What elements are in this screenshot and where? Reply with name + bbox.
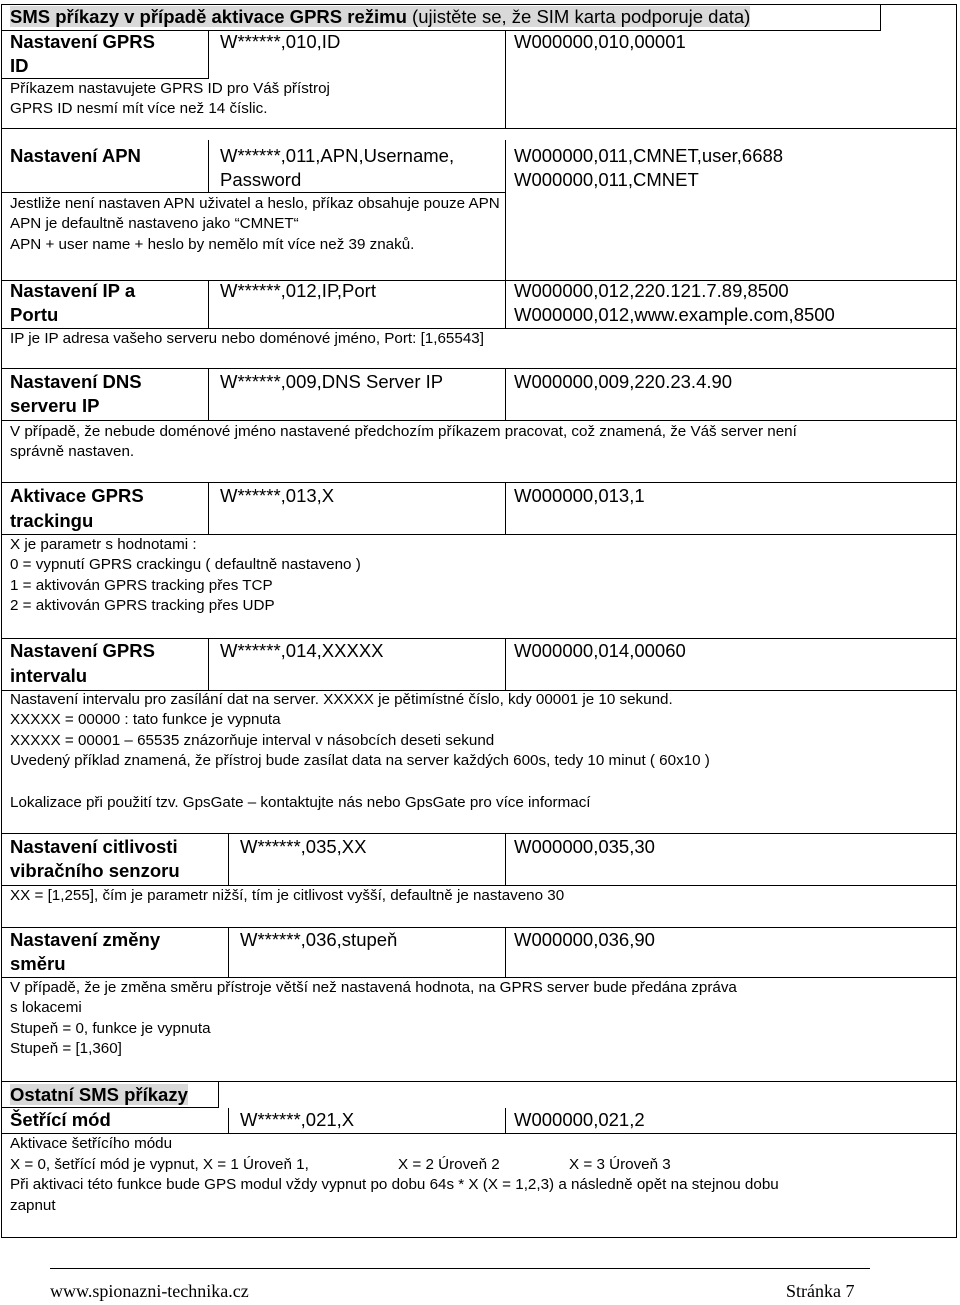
divider <box>1 1081 957 1082</box>
divider <box>208 30 209 78</box>
gprs-id-command: W******,010,ID <box>220 31 341 52</box>
divider <box>505 140 506 280</box>
direction-desc-3: Stupeň = 0, funkce je vypnuta <box>10 1020 211 1037</box>
divider <box>1 420 957 421</box>
divider <box>208 280 209 328</box>
vibration-example: W000000,035,30 <box>514 836 655 857</box>
apn-name: Nastavení APN <box>10 145 141 166</box>
tracking-desc-1: X je parametr s hodnotami : <box>10 536 197 553</box>
tracking-desc-3: 1 = aktivován GPRS tracking přes TCP <box>10 577 273 594</box>
apn-command: W******,011,APN,Username, <box>220 145 455 166</box>
divider <box>505 368 506 420</box>
gpsgate-note: Lokalizace při použití tzv. GpsGate – kontaktujte nás nebo GpsGate pro více informací <box>10 794 591 811</box>
power-save-example: W000000,021,2 <box>514 1109 645 1130</box>
apn-example-2: W000000,011,CMNET <box>514 169 699 190</box>
divider <box>208 638 209 690</box>
power-save-name: Šetřící mód <box>10 1109 111 1130</box>
power-save-desc-1: Aktivace šetřícího módu <box>10 1135 173 1152</box>
tracking-name-2: trackingu <box>10 510 94 531</box>
vibration-command: W******,035,XX <box>240 836 367 857</box>
interval-name-2: intervalu <box>10 665 88 686</box>
dns-name-2: serveru IP <box>10 395 100 416</box>
divider <box>228 927 229 977</box>
tracking-command: W******,013,X <box>220 485 335 506</box>
gprs-id-example: W000000,010,00001 <box>514 31 686 52</box>
other-section-title: Ostatní SMS příkazy <box>10 1084 188 1105</box>
tracking-name: Aktivace GPRS <box>10 485 144 506</box>
divider <box>505 1108 506 1133</box>
interval-example: W000000,014,00060 <box>514 640 686 661</box>
power-save-level-0: X = 0, šetřící mód je vypnut, X = 1 Úroveň 1, <box>10 1156 309 1173</box>
direction-desc-2: s lokacemi <box>10 999 82 1016</box>
heading-title: SMS příkazy v případě aktivace GPRS režimu <box>10 6 407 27</box>
direction-desc-1: V případě, že je změna směru přístroje větší než nastavená hodnota, na GPRS server bude předána zpráva <box>10 979 737 996</box>
tracking-desc-2: 0 = vypnutí GPRS crackingu ( defaultně nastaveno ) <box>10 556 361 573</box>
footer-page-number: Stránka 7 <box>786 1281 855 1301</box>
gprs-id-desc-2: GPRS ID nesmí mít více než 14 číslic. <box>10 100 268 117</box>
heading-divider <box>880 4 881 31</box>
divider <box>1 482 957 483</box>
vibration-name: Nastavení citlivosti <box>10 836 178 857</box>
vibration-name-2: vibračního senzoru <box>10 860 180 881</box>
apn-desc-2: APN je defaultně nastaveno jako “CMNET“ <box>10 215 299 232</box>
direction-name-2: směru <box>10 953 66 974</box>
divider <box>505 638 506 690</box>
ip-example-2: W000000,012,www.example.com,8500 <box>514 304 835 325</box>
power-save-desc-4: zapnut <box>10 1197 56 1214</box>
ip-name-2: Portu <box>10 304 59 325</box>
divider <box>1 280 957 281</box>
tracking-desc-4: 2 = aktivován GPRS tracking přes UDP <box>10 597 275 614</box>
vibration-desc: XX = [1,255], čím je parametr nižší, tím je citlivost vyšší, defaultně je nastaveno 30 <box>10 887 565 904</box>
interval-desc-4: Uvedený příklad znamená, že přístroj bude zasílat data na server každých 600s, tedy 10 minut ( 60x10 ) <box>10 752 710 769</box>
divider <box>1 128 957 129</box>
divider <box>505 280 506 328</box>
dns-name: Nastavení DNS <box>10 371 142 392</box>
dns-command: W******,009,DNS Server IP <box>220 371 444 392</box>
ip-desc: IP je IP adresa vašeho serveru nebo doménové jméno, Port: [1,65543] <box>10 330 484 347</box>
footer-website: www.spionazni-technika.cz <box>50 1281 249 1301</box>
page-heading <box>10 5 750 29</box>
divider <box>505 833 506 885</box>
divider <box>505 30 506 128</box>
interval-desc-3: XXXXX = 00001 – 65535 znázorňuje interval v násobcích deseti sekund <box>10 732 495 749</box>
divider <box>228 833 229 885</box>
interval-command: W******,014,XXXXX <box>220 640 384 661</box>
interval-desc-2: XXXXX = 00000 : tato funkce je vypnuta <box>10 711 281 728</box>
direction-example: W000000,036,90 <box>514 929 655 950</box>
divider <box>505 927 506 977</box>
tracking-example: W000000,013,1 <box>514 485 645 506</box>
divider <box>208 140 209 192</box>
ip-example-1: W000000,012,220.121.7.89,8500 <box>514 280 789 301</box>
interval-name: Nastavení GPRS <box>10 640 155 661</box>
divider <box>1 368 957 369</box>
divider <box>218 1081 219 1108</box>
ip-command: W******,012,IP,Port <box>220 280 376 301</box>
divider <box>208 368 209 420</box>
dns-desc-2: správně nastaven. <box>10 443 135 460</box>
ip-name: Nastavení IP a <box>10 280 136 301</box>
power-save-level-3: X = 3 Úroveň 3 <box>569 1156 671 1173</box>
apn-desc-1: Jestliže není nastaven APN uživatel a heslo, příkaz obsahuje pouze APN <box>10 195 500 212</box>
power-save-desc-3: Při aktivaci této funkce bude GPS modul vždy vypnut po dobu 64s * X (X = 1,2,3) a následně opět na stejnou dobu <box>10 1176 779 1193</box>
page-frame <box>1 4 957 1238</box>
divider <box>228 1108 229 1133</box>
direction-command: W******,036,stupeň <box>240 929 398 950</box>
apn-desc-3: APN + user name + heslo by nemělo mít více než 39 znaků. <box>10 236 415 253</box>
dns-example: W000000,009,220.23.4.90 <box>514 371 733 392</box>
divider <box>1 192 506 193</box>
apn-command-2: Password <box>220 169 302 190</box>
gprs-id-desc-1: Příkazem nastavujete GPRS ID pro Váš přístroj <box>10 80 330 97</box>
divider <box>1 833 957 834</box>
interval-desc-1: Nastavení intervalu pro zasílání dat na server. XXXXX je pětimístné číslo, kdy 00001 je 10 sekund. <box>10 691 673 708</box>
direction-name: Nastavení změny <box>10 929 161 950</box>
dns-desc-1: V případě, že nebude doménové jméno nastavené předchozím příkazem pracovat, což znamená, že Váš server není <box>10 423 797 440</box>
gprs-id-name: Nastavení GPRS <box>10 31 155 52</box>
footer-rule <box>50 1268 870 1269</box>
divider <box>208 482 209 534</box>
heading-note: (ujistěte se, že SIM karta podporuje data) <box>406 6 751 27</box>
direction-desc-4: Stupeň = [1,360] <box>10 1040 122 1057</box>
divider <box>505 482 506 534</box>
power-save-command: W******,021,X <box>240 1109 355 1130</box>
power-save-level-2: X = 2 Úroveň 2 <box>398 1156 500 1173</box>
gprs-id-name-2: ID <box>10 55 29 76</box>
apn-example-1: W000000,011,CMNET,user,6688 <box>514 145 784 166</box>
